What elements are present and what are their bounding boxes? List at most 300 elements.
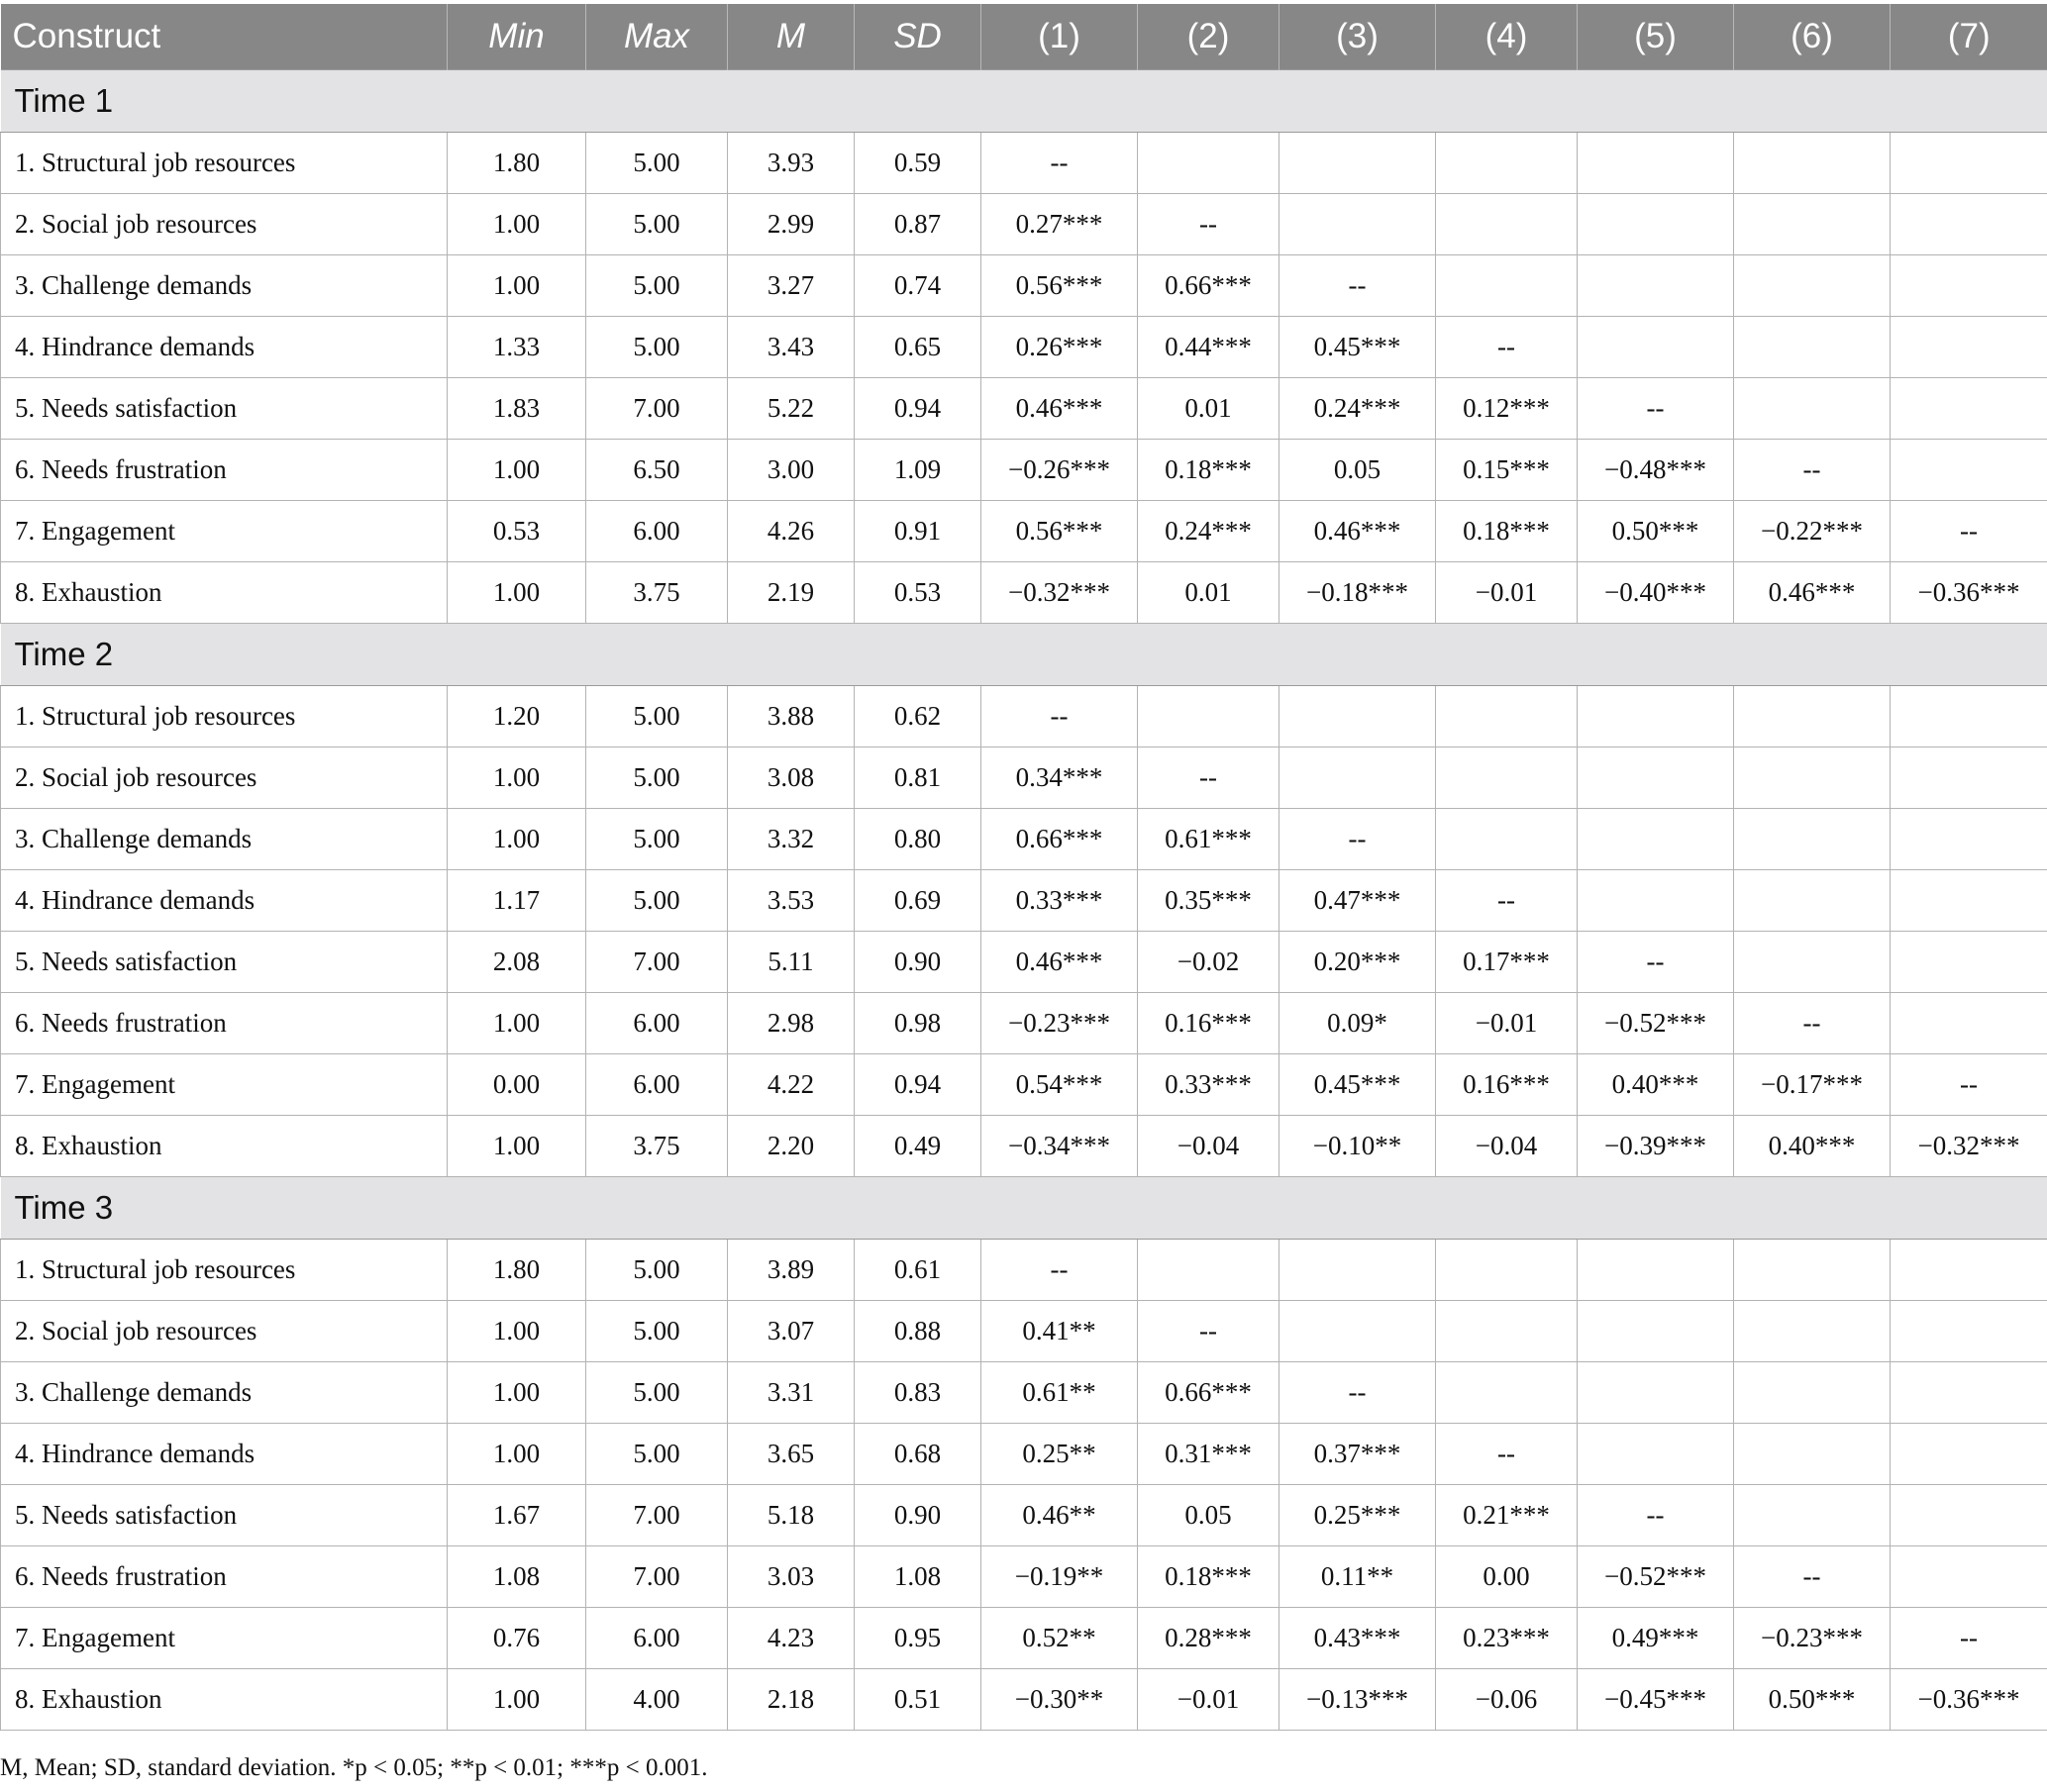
table-cell (1436, 747, 1578, 809)
table-cell: 7.00 (586, 932, 728, 993)
table-cell (1891, 255, 2047, 317)
construct-name-cell: 7. Engagement (1, 1608, 448, 1669)
table-cell: 5.00 (586, 1301, 728, 1362)
table-cell (1279, 747, 1436, 809)
table-cell: 1.00 (448, 747, 586, 809)
table-cell: 0.50*** (1578, 501, 1734, 562)
table-cell (1734, 870, 1891, 932)
table-cell: 0.47*** (1279, 870, 1436, 932)
table-cell: -- (1578, 1485, 1734, 1546)
header-col-7: (7) (1891, 4, 2047, 70)
table-cell: 0.61*** (1138, 809, 1279, 870)
table-cell: −0.39*** (1578, 1116, 1734, 1177)
table-row (1, 1485, 2047, 1546)
table-cell (1578, 747, 1734, 809)
table-cell (1436, 686, 1578, 747)
table-cell: 2.19 (728, 562, 855, 624)
section-row (1, 624, 2047, 686)
table-cell: 0.09* (1279, 993, 1436, 1054)
table-cell: 1.00 (448, 1301, 586, 1362)
table-cell: 5.00 (586, 194, 728, 255)
table-cell: 1.00 (448, 809, 586, 870)
section-row (1, 1177, 2047, 1240)
table-cell: −0.36*** (1891, 562, 2047, 624)
construct-name-cell: 2. Social job resources (1, 194, 448, 255)
table-cell (1891, 1301, 2047, 1362)
table-cell: 5.00 (586, 255, 728, 317)
table-cell: 0.26*** (981, 317, 1138, 378)
table-cell: −0.06 (1436, 1669, 1578, 1731)
table-cell: 5.00 (586, 1424, 728, 1485)
section-title: Time 1 (1, 70, 2047, 133)
table-cell: 0.18*** (1436, 501, 1578, 562)
table-cell: 0.45*** (1279, 1054, 1436, 1116)
construct-name-cell: 3. Challenge demands (1, 255, 448, 317)
table-cell: -- (1891, 501, 2047, 562)
table-row (1, 870, 2047, 932)
construct-name-cell: 2. Social job resources (1, 1301, 448, 1362)
table-cell (1891, 317, 2047, 378)
header-col-4: (4) (1436, 4, 1578, 70)
table-cell: 3.88 (728, 686, 855, 747)
construct-name-cell: 1. Structural job resources (1, 133, 448, 194)
construct-name-cell: 6. Needs frustration (1, 993, 448, 1054)
table-cell (1891, 686, 2047, 747)
table-row (1, 1054, 2047, 1116)
table-cell (1279, 133, 1436, 194)
table-cell: 5.00 (586, 686, 728, 747)
header-sd: SD (855, 4, 981, 70)
table-cell: 0.37*** (1279, 1424, 1436, 1485)
table-cell: −0.19** (981, 1546, 1138, 1608)
table-cell: 0.05 (1279, 440, 1436, 501)
table-cell (1891, 378, 2047, 440)
table-cell (1578, 809, 1734, 870)
table-cell: 5.22 (728, 378, 855, 440)
table-cell: 6.00 (586, 1054, 728, 1116)
table-cell: 0.49*** (1578, 1608, 1734, 1669)
table-cell (1578, 133, 1734, 194)
table-cell: 0.25** (981, 1424, 1138, 1485)
table-cell: 0.90 (855, 1485, 981, 1546)
table-cell: 6.50 (586, 440, 728, 501)
table-body (1, 70, 2047, 1731)
table-cell: −0.36*** (1891, 1669, 2047, 1731)
table-cell (1578, 255, 1734, 317)
table-cell: -- (1436, 1424, 1578, 1485)
table-cell: 3.27 (728, 255, 855, 317)
table-cell: 1.09 (855, 440, 981, 501)
table-cell: −0.01 (1436, 993, 1578, 1054)
table-cell: 0.91 (855, 501, 981, 562)
table-cell: 6.00 (586, 993, 728, 1054)
construct-name-cell: 4. Hindrance demands (1, 870, 448, 932)
construct-name-cell: 5. Needs satisfaction (1, 1485, 448, 1546)
section-title: Time 3 (1, 1177, 2047, 1240)
table-cell: -- (1578, 378, 1734, 440)
table-cell: 0.35*** (1138, 870, 1279, 932)
table-cell: 0.80 (855, 809, 981, 870)
table-cell: 1.00 (448, 1362, 586, 1424)
table-cell: 1.80 (448, 133, 586, 194)
table-cell: 0.41** (981, 1301, 1138, 1362)
table-cell (1734, 809, 1891, 870)
table-cell: 0.83 (855, 1362, 981, 1424)
table-cell: -- (1279, 809, 1436, 870)
table-cell: 0.46** (981, 1485, 1138, 1546)
section-row (1, 70, 2047, 133)
table-cell (1734, 1240, 1891, 1301)
header-construct: Construct (1, 4, 448, 70)
table-cell (1734, 255, 1891, 317)
construct-name-cell: 5. Needs satisfaction (1, 378, 448, 440)
construct-name-cell: 4. Hindrance demands (1, 1424, 448, 1485)
table-cell (1891, 932, 2047, 993)
table-cell: 0.56*** (981, 501, 1138, 562)
table-cell: 0.46*** (981, 932, 1138, 993)
table-cell: 0.74 (855, 255, 981, 317)
table-cell: 5.00 (586, 317, 728, 378)
table-footnote: M, Mean; SD, standard deviation. *p < 0.05; **p < 0.01; ***p < 0.001. (0, 1754, 708, 1781)
table-cell: 0.44*** (1138, 317, 1279, 378)
table-cell: 3.89 (728, 1240, 855, 1301)
table-cell (1891, 440, 2047, 501)
table-cell: 0.40*** (1578, 1054, 1734, 1116)
correlation-table (0, 4, 2047, 1731)
table-cell (1891, 870, 2047, 932)
table-cell: 5.18 (728, 1485, 855, 1546)
table-cell: 1.00 (448, 194, 586, 255)
table-cell: −0.01 (1138, 1669, 1279, 1731)
table-cell (1734, 1485, 1891, 1546)
table-cell: 0.18*** (1138, 440, 1279, 501)
table-cell: 1.17 (448, 870, 586, 932)
table-cell: 0.15*** (1436, 440, 1578, 501)
table-cell: −0.10** (1279, 1116, 1436, 1177)
table-cell: 0.87 (855, 194, 981, 255)
table-cell: 5.00 (586, 870, 728, 932)
table-header (1, 4, 2047, 70)
table-cell: 0.62 (855, 686, 981, 747)
table-row (1, 1608, 2047, 1669)
table-cell: 2.98 (728, 993, 855, 1054)
table-cell: 1.00 (448, 1424, 586, 1485)
table-cell: 3.43 (728, 317, 855, 378)
table-cell: 1.08 (448, 1546, 586, 1608)
table-cell: 0.18*** (1138, 1546, 1279, 1608)
table-cell: 0.23*** (1436, 1608, 1578, 1669)
table-row (1, 317, 2047, 378)
table-cell: 0.16*** (1436, 1054, 1578, 1116)
table-row (1, 194, 2047, 255)
table-cell (1734, 1362, 1891, 1424)
table-cell: 4.00 (586, 1669, 728, 1731)
table-cell: -- (1436, 870, 1578, 932)
table-cell (1138, 133, 1279, 194)
table-cell (1578, 870, 1734, 932)
table-cell: -- (1279, 255, 1436, 317)
table-cell (1279, 194, 1436, 255)
table-cell (1279, 686, 1436, 747)
table-cell: 0.33*** (981, 870, 1138, 932)
table-cell: 0.65 (855, 317, 981, 378)
table-cell: −0.22*** (1734, 501, 1891, 562)
table-cell (1734, 932, 1891, 993)
table-row (1, 133, 2047, 194)
table-cell (1734, 686, 1891, 747)
table-cell: 0.40*** (1734, 1116, 1891, 1177)
table-cell: 0.31*** (1138, 1424, 1279, 1485)
table-row (1, 562, 2047, 624)
table-cell: 3.07 (728, 1301, 855, 1362)
table-row (1, 255, 2047, 317)
table-cell: 0.46*** (981, 378, 1138, 440)
table-cell (1891, 747, 2047, 809)
table-cell: −0.52*** (1578, 1546, 1734, 1608)
table-cell: 4.22 (728, 1054, 855, 1116)
table-cell: -- (1138, 1301, 1279, 1362)
table-row (1, 932, 2047, 993)
table-cell: 1.00 (448, 1116, 586, 1177)
table-cell: 0.54*** (981, 1054, 1138, 1116)
table-cell: -- (981, 1240, 1138, 1301)
table-cell (1578, 317, 1734, 378)
construct-name-cell: 8. Exhaustion (1, 1669, 448, 1731)
table-row (1, 809, 2047, 870)
table-cell (1436, 255, 1578, 317)
table-cell: 0.94 (855, 1054, 981, 1116)
table-cell: 0.95 (855, 1608, 981, 1669)
table-cell (1734, 1424, 1891, 1485)
table-cell: 0.16*** (1138, 993, 1279, 1054)
table-cell: −0.23*** (1734, 1608, 1891, 1669)
table-cell: -- (1138, 747, 1279, 809)
table-cell: -- (1279, 1362, 1436, 1424)
table-cell: −0.48*** (1578, 440, 1734, 501)
table-cell (1436, 1362, 1578, 1424)
header-mean: M (728, 4, 855, 70)
table-row (1, 1116, 2047, 1177)
table-cell: 0.00 (1436, 1546, 1578, 1608)
table-cell: −0.23*** (981, 993, 1138, 1054)
table-cell: 0.66*** (1138, 1362, 1279, 1424)
table-cell: 3.00 (728, 440, 855, 501)
table-cell: 0.01 (1138, 562, 1279, 624)
table-cell (1436, 1301, 1578, 1362)
header-col-5: (5) (1578, 4, 1734, 70)
table-cell: 2.20 (728, 1116, 855, 1177)
table-cell: 3.03 (728, 1546, 855, 1608)
table-cell (1436, 809, 1578, 870)
table-cell: 7.00 (586, 378, 728, 440)
table-cell (1891, 1424, 2047, 1485)
table-cell (1891, 1546, 2047, 1608)
construct-name-cell: 8. Exhaustion (1, 562, 448, 624)
table-cell: −0.52*** (1578, 993, 1734, 1054)
construct-name-cell: 5. Needs satisfaction (1, 932, 448, 993)
table-cell: 0.45*** (1279, 317, 1436, 378)
table-cell: 5.00 (586, 1362, 728, 1424)
table-cell: 3.08 (728, 747, 855, 809)
table-cell: 5.00 (586, 133, 728, 194)
table-cell (1734, 1301, 1891, 1362)
table-cell: 0.01 (1138, 378, 1279, 440)
table-cell: 3.75 (586, 562, 728, 624)
table-cell (1436, 1240, 1578, 1301)
construct-name-cell: 7. Engagement (1, 501, 448, 562)
header-row (1, 4, 2047, 70)
table-cell: -- (1891, 1054, 2047, 1116)
table-cell: −0.01 (1436, 562, 1578, 624)
table-cell: 0.68 (855, 1424, 981, 1485)
table-cell: 6.00 (586, 501, 728, 562)
table-cell: 0.00 (448, 1054, 586, 1116)
table-cell: -- (1138, 194, 1279, 255)
table-cell: 5.00 (586, 747, 728, 809)
table-cell: 6.00 (586, 1608, 728, 1669)
construct-name-cell: 4. Hindrance demands (1, 317, 448, 378)
table-cell: 1.00 (448, 562, 586, 624)
table-cell: 1.20 (448, 686, 586, 747)
table-cell: 1.08 (855, 1546, 981, 1608)
table-cell: 1.83 (448, 378, 586, 440)
table-cell: 0.25*** (1279, 1485, 1436, 1546)
table-cell: 5.00 (586, 809, 728, 870)
table-cell: 0.53 (448, 501, 586, 562)
table-cell: 0.98 (855, 993, 981, 1054)
table-cell: 0.05 (1138, 1485, 1279, 1546)
table-cell: −0.32*** (1891, 1116, 2047, 1177)
construct-name-cell: 6. Needs frustration (1, 1546, 448, 1608)
table-cell: 0.81 (855, 747, 981, 809)
section-title: Time 2 (1, 624, 2047, 686)
table-cell (1891, 1485, 2047, 1546)
table-cell: −0.30** (981, 1669, 1138, 1731)
table-cell (1138, 1240, 1279, 1301)
table-cell: 0.33*** (1138, 1054, 1279, 1116)
table-cell: 0.52** (981, 1608, 1138, 1669)
table-cell: 4.26 (728, 501, 855, 562)
table-cell: 3.53 (728, 870, 855, 932)
table-cell (1891, 194, 2047, 255)
table-cell: 0.50*** (1734, 1669, 1891, 1731)
table-cell: -- (1578, 932, 1734, 993)
table-cell: 0.34*** (981, 747, 1138, 809)
table-cell (1734, 747, 1891, 809)
table-cell (1578, 1362, 1734, 1424)
table-cell: 0.21*** (1436, 1485, 1578, 1546)
header-min: Min (448, 4, 586, 70)
table-cell: −0.18*** (1279, 562, 1436, 624)
table-cell (1891, 1362, 2047, 1424)
table-cell (1578, 686, 1734, 747)
table-cell: -- (1734, 440, 1891, 501)
table-row (1, 501, 2047, 562)
table-cell (1578, 1301, 1734, 1362)
table-row (1, 993, 2047, 1054)
table-cell: 0.61 (855, 1240, 981, 1301)
table-cell (1578, 1240, 1734, 1301)
table-cell: 5.00 (586, 1240, 728, 1301)
table-cell: 0.12*** (1436, 378, 1578, 440)
table-cell: -- (981, 133, 1138, 194)
table-cell: −0.13*** (1279, 1669, 1436, 1731)
table-cell (1734, 194, 1891, 255)
table-cell: 0.27*** (981, 194, 1138, 255)
table-cell: 3.93 (728, 133, 855, 194)
table-cell (1578, 194, 1734, 255)
table-row (1, 1362, 2047, 1424)
table-cell: −0.45*** (1578, 1669, 1734, 1731)
header-col-2: (2) (1138, 4, 1279, 70)
table-cell: 1.00 (448, 440, 586, 501)
table-cell (1734, 133, 1891, 194)
table-cell: 3.75 (586, 1116, 728, 1177)
table-cell: 0.46*** (1279, 501, 1436, 562)
table-cell: 0.66*** (981, 809, 1138, 870)
table-cell: 0.59 (855, 133, 981, 194)
table-cell (1891, 993, 2047, 1054)
table-cell: 0.46*** (1734, 562, 1891, 624)
table-cell: −0.02 (1138, 932, 1279, 993)
table-cell: 0.88 (855, 1301, 981, 1362)
table-cell: 1.00 (448, 993, 586, 1054)
table-cell (1891, 133, 2047, 194)
table-row (1, 1240, 2047, 1301)
table-cell: −0.40*** (1578, 562, 1734, 624)
table-cell: 0.11** (1279, 1546, 1436, 1608)
table-cell: 2.99 (728, 194, 855, 255)
table-cell: 0.28*** (1138, 1608, 1279, 1669)
table-cell: 1.67 (448, 1485, 586, 1546)
table-cell: −0.34*** (981, 1116, 1138, 1177)
table-cell: 0.17*** (1436, 932, 1578, 993)
table-cell: -- (1734, 1546, 1891, 1608)
table-cell (1436, 133, 1578, 194)
construct-name-cell: 8. Exhaustion (1, 1116, 448, 1177)
table-cell (1734, 317, 1891, 378)
table-row (1, 1301, 2047, 1362)
construct-name-cell: 1. Structural job resources (1, 1240, 448, 1301)
table-cell: 0.20*** (1279, 932, 1436, 993)
table-cell: 7.00 (586, 1546, 728, 1608)
table-cell: 5.11 (728, 932, 855, 993)
table-cell: 1.00 (448, 1669, 586, 1731)
header-col-1: (1) (981, 4, 1138, 70)
table-cell: −0.32*** (981, 562, 1138, 624)
table-cell: -- (1734, 993, 1891, 1054)
table-cell: 0.94 (855, 378, 981, 440)
table-cell: −0.26*** (981, 440, 1138, 501)
header-col-6: (6) (1734, 4, 1891, 70)
table-cell: 0.66*** (1138, 255, 1279, 317)
table-cell: 0.69 (855, 870, 981, 932)
table-cell: 0.76 (448, 1608, 586, 1669)
table-row (1, 1424, 2047, 1485)
table-row (1, 440, 2047, 501)
table-cell: 0.24*** (1138, 501, 1279, 562)
table-cell: -- (981, 686, 1138, 747)
table-cell (1436, 194, 1578, 255)
table-cell: 3.65 (728, 1424, 855, 1485)
construct-name-cell: 2. Social job resources (1, 747, 448, 809)
table-cell: 2.18 (728, 1669, 855, 1731)
table-cell: 3.31 (728, 1362, 855, 1424)
header-max: Max (586, 4, 728, 70)
header-col-3: (3) (1279, 4, 1436, 70)
construct-name-cell: 3. Challenge demands (1, 809, 448, 870)
table-cell: 0.24*** (1279, 378, 1436, 440)
